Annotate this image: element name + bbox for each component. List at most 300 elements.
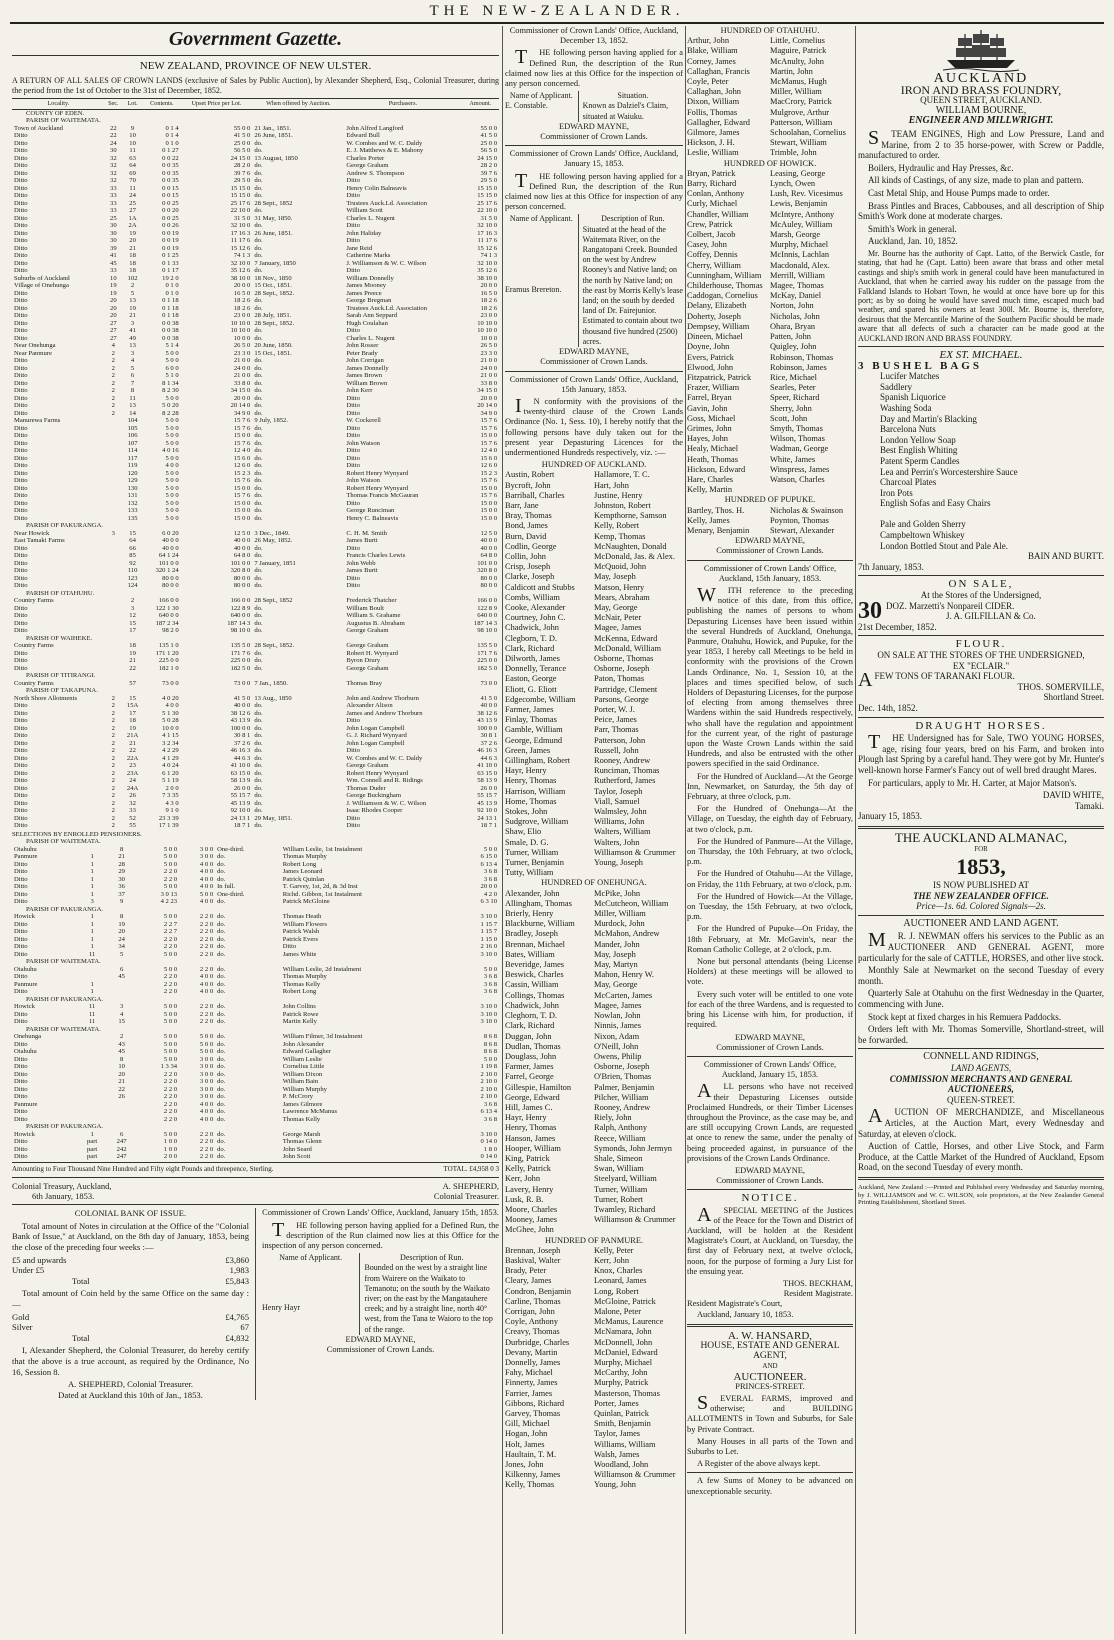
- foundry-body: Cast Metal Ship, and House Pumps made to order.: [868, 187, 1050, 198]
- table-cell: Peter Brady: [346, 349, 378, 357]
- table-cell: 22A: [126, 754, 139, 762]
- table-cell: 38 10 0: [477, 274, 497, 282]
- licence-holder: Lush, Rev. Vicesimus: [770, 189, 843, 199]
- table-cell: 100 0 0: [230, 724, 251, 732]
- table-cell: 2: [111, 754, 115, 762]
- table-cell: 64 8 0: [480, 552, 497, 560]
- table-row: [12, 846, 499, 854]
- table-cell: 2: [111, 394, 115, 402]
- table-row: [12, 988, 499, 996]
- applicant-name: E. Constable.: [505, 101, 548, 111]
- table-cell: 3 6 8: [483, 875, 497, 883]
- signature-title: Commissioner of Crown Lands.: [716, 1176, 824, 1186]
- licence-holder: Riely, John: [594, 1113, 632, 1123]
- licence-holder: Knox, Charles: [594, 1266, 643, 1276]
- table-row: [12, 350, 499, 358]
- table-cell: James Mooney: [346, 282, 387, 290]
- table-cell: James Donnelly: [346, 364, 389, 372]
- ship-icon: [941, 28, 1021, 72]
- table-cell: 32: [110, 162, 117, 170]
- table-cell: George Marsh: [282, 1130, 321, 1138]
- advert-date: 21st December, 1852.: [858, 621, 937, 632]
- table-row: [12, 973, 499, 981]
- licence-holder: McInnis, Lachlan: [770, 250, 830, 260]
- licence-holder: McCutcheon, William: [594, 898, 669, 908]
- table-cell: Ditto: [14, 447, 28, 455]
- table-cell: 5 0 0: [165, 469, 179, 477]
- table-cell: John Alexander: [282, 1040, 324, 1048]
- table-cell: [107, 988, 136, 996]
- table-cell: 73 0 0: [162, 679, 179, 687]
- table-row: [12, 1041, 499, 1049]
- table-cell: Thomas Murphy: [282, 853, 327, 861]
- licence-holder: Farrier, James: [505, 1388, 553, 1398]
- table-cell: do.: [254, 222, 263, 230]
- table-cell: 2: [111, 357, 115, 365]
- table-cell: 13: [129, 297, 136, 305]
- table-cell: 15 0 0: [480, 432, 497, 440]
- licence-holder: Justine, Henry: [594, 490, 643, 500]
- table-cell: Ditto: [14, 890, 28, 898]
- table-cell: 8 1 34: [162, 379, 179, 387]
- table-row: [12, 1063, 499, 1071]
- table-row: [12, 425, 499, 433]
- table-cell: Thomas Kelly: [282, 980, 321, 988]
- table-cell: 3: [130, 349, 135, 357]
- column-head: Name of Applicant.: [279, 1253, 343, 1263]
- table-row: [12, 417, 499, 425]
- table-cell: 12 4 0: [233, 447, 251, 455]
- licence-holder: Farmer, James: [505, 1062, 554, 1072]
- table-cell: 28 Sept., 1852: [254, 597, 293, 605]
- licence-holder: Twamley, Richard: [594, 1204, 656, 1214]
- table-cell: [77, 1101, 107, 1109]
- table-cell: 0 0 38: [162, 327, 179, 335]
- table-cell: Ditto: [14, 177, 28, 185]
- table-cell: Ditto: [14, 462, 28, 470]
- table-row: [12, 432, 499, 440]
- goods-item: London Yellow Soap: [880, 434, 956, 445]
- table-cell: do.: [254, 544, 263, 552]
- table-cell: 0 0 26: [162, 222, 179, 230]
- signature: EDWARD MAYNE,: [735, 536, 805, 546]
- table-cell: do.: [254, 664, 263, 672]
- table-row: [12, 1011, 499, 1019]
- table-cell: 21: [129, 244, 136, 252]
- table-cell: 18 2 6: [233, 304, 251, 312]
- licence-holder: Rutherford, James: [594, 776, 656, 786]
- table-cell: [105, 492, 122, 500]
- notices-column: [505, 26, 683, 1491]
- table-cell: 16 5 0: [480, 289, 497, 297]
- licence-list: [505, 1246, 683, 1491]
- table-cell: 5: [130, 289, 135, 297]
- table-cell: 41 5 0: [480, 132, 497, 140]
- table-cell: 2 2 0: [163, 875, 178, 883]
- table-cell: 64 8 0: [233, 552, 251, 560]
- table-cell: do.: [254, 784, 263, 792]
- table-cell: Ditto: [282, 943, 297, 951]
- parish-heading: PARISH OF WAITEMATA.: [26, 117, 101, 125]
- table-cell: 104: [127, 417, 138, 425]
- table-cell: Robert Long: [282, 860, 317, 868]
- table-cell: 2 2 0: [163, 1078, 178, 1086]
- hundred-heading: HUNDRED OF PANMURE.: [544, 1235, 644, 1245]
- flour-subtitle: ON SALE AT THE STORES OF THE UNDERSIGNED,: [877, 650, 1085, 660]
- table-cell: 2 2 0: [199, 965, 214, 973]
- table-cell: do.: [217, 1070, 226, 1078]
- table-cell: 11: [88, 1010, 96, 1018]
- table-cell: 41: [129, 327, 136, 335]
- licence-holder: Finlay, Thomas: [505, 715, 557, 725]
- michael-title: EX ST. MICHAEL.: [939, 348, 1023, 361]
- table-cell: 5 0 0: [199, 1040, 214, 1048]
- table-row: [12, 207, 499, 215]
- table-cell: do.: [217, 1153, 226, 1161]
- table-cell: Ditto: [14, 702, 28, 710]
- table-cell: 17 1 39: [158, 822, 179, 830]
- table-row: [12, 395, 499, 403]
- licence-holder: Speer, Richard: [770, 393, 820, 403]
- table-cell: Country Farms: [14, 679, 54, 687]
- table-cell: 15 0 0: [233, 514, 251, 522]
- table-cell: 5 0 0: [163, 853, 178, 861]
- table-cell: 21 0 0: [480, 372, 497, 380]
- column-head: Description of Run.: [578, 214, 683, 224]
- table-cell: [105, 500, 122, 508]
- table-cell: 4 0 0: [199, 875, 214, 883]
- meeting-item: For the Hundred of Auckland—At the George Inn, Newmarket, on Saturday, the 5th day of February, at three o'clock, p.m.: [687, 771, 853, 802]
- licence-holder: Trimble, John: [770, 148, 817, 158]
- licence-holder: Beswick, Charles: [505, 970, 564, 980]
- table-cell: 20: [110, 304, 117, 312]
- licence-holder: Williams, John: [594, 817, 645, 827]
- licence-holder: Farrel, George: [505, 1072, 554, 1082]
- connell-title: CONNELL AND RIDINGS,: [923, 1051, 1039, 1063]
- hansard-body: A few Sums of Money to be advanced on unexceptionable security.: [687, 1476, 853, 1496]
- table-cell: Sarah Ann Seppard: [346, 312, 398, 320]
- table-cell: 23A: [126, 769, 139, 777]
- table-cell: 131: [127, 492, 138, 500]
- table-cell: 15 Oct., 1851.: [254, 349, 292, 357]
- licence-holder: Brady, Peter: [505, 1266, 547, 1276]
- licence-holder: Doyne, John: [687, 342, 730, 352]
- licence-holder: Cherry, William: [687, 260, 741, 270]
- horses-body: THE Undersigned has for Sale, TWO YOUNG HORSES, age, rising four years, bred on his Farm, and broken into Plough last Spring by a careful hand. They were got by Mr. Hunter's well-known horse Farmer's Fancy out of well bred draught Mares.: [858, 731, 1104, 775]
- table-cell: 4 0 0: [165, 462, 179, 470]
- total-label: TOTAL.: [443, 1164, 468, 1173]
- licence-holder: Hayes, John: [687, 434, 728, 444]
- table-row: [12, 297, 499, 305]
- table-row: [12, 440, 499, 448]
- table-cell: 3 6 8: [483, 868, 497, 876]
- table-row: [12, 252, 499, 260]
- table-cell: Ditto: [14, 132, 28, 140]
- table-cell: 2: [111, 777, 115, 785]
- table-cell: 5 0 0: [165, 349, 179, 357]
- notice-body: THE following person having applied for a Defined Run, the description of the Run claimed now lies at this Office for inspection of any person concerned.: [505, 169, 683, 212]
- licence-holder: May, George: [594, 980, 638, 990]
- licence-holder: Finnerty, James: [505, 1378, 558, 1388]
- goods-item: London Bottled Stout and Pale Ale.: [880, 540, 1008, 551]
- table-cell: 5 1 4: [165, 342, 179, 350]
- licence-holder: Corney, James: [687, 56, 736, 66]
- table-cell: Ditto: [14, 439, 28, 447]
- table-cell: 18: [129, 267, 136, 275]
- table-cell: 20: [129, 237, 136, 245]
- bank-date: Dated at Auckland this 10th of Jan., 1853.: [58, 1389, 203, 1400]
- table-cell: Ditto: [14, 252, 28, 260]
- licence-holder: Easton, George: [505, 674, 557, 684]
- table-cell: Ditto: [14, 612, 28, 620]
- licence-holder: Gibbons, Richard: [505, 1398, 565, 1408]
- table-cell: [105, 537, 122, 545]
- table-cell: Ditto: [14, 477, 28, 485]
- table-cell: Ditto: [14, 868, 28, 876]
- table-cell: 15 6 0: [233, 454, 251, 462]
- table-cell: 21: [118, 1078, 125, 1086]
- table-cell: 56 5 0: [480, 147, 497, 155]
- table-cell: 28 Sept., 1852: [254, 199, 293, 207]
- table-cell: 3 0 0: [199, 1085, 214, 1093]
- table-row: [12, 402, 499, 410]
- table-cell: do.: [254, 184, 263, 192]
- sale-body: DOZ. Marzetti's Nonpareil CIDER.: [886, 600, 1015, 611]
- licence-holder: Allingham, Thomas: [505, 898, 572, 908]
- licence-holder: Williamson & Crummer: [594, 847, 676, 857]
- table-cell: 110: [127, 567, 138, 575]
- table-row: [12, 620, 499, 628]
- table-cell: 34 9 0: [233, 409, 251, 417]
- goods-item: Charcoal Plates: [880, 477, 937, 488]
- table-cell: 4 0 0: [199, 883, 214, 891]
- licence-holder: Coyle, Peter: [687, 77, 729, 87]
- table-row: [12, 943, 499, 951]
- advertisements-column: [858, 26, 1104, 1207]
- table-cell: 5 0 0: [163, 1018, 178, 1026]
- table-cell: Robert Henry Wynyard: [346, 484, 409, 492]
- licence-holder: McKay, Daniel: [770, 291, 822, 301]
- table-cell: 8: [119, 1055, 124, 1063]
- licence-holder: Stewart, Alexander: [770, 525, 835, 535]
- table-cell: 8 6 8: [483, 1033, 497, 1041]
- table-cell: do.: [217, 988, 226, 996]
- goods-item: Lucifer Matches: [880, 371, 940, 382]
- table-cell: 122 8 9: [477, 604, 497, 612]
- table-cell: 55 15 7: [477, 792, 497, 800]
- licences-column: [687, 26, 853, 1499]
- table-cell: 0 1 18: [162, 297, 179, 305]
- table-cell: 26 June, 1851.: [254, 229, 293, 237]
- licence-holder: Rice, Michael: [770, 372, 817, 382]
- table-cell: 15 15 0: [477, 184, 497, 192]
- table-row: [12, 1003, 499, 1011]
- table-cell: Ditto: [14, 1018, 28, 1026]
- table-cell: 34: [118, 943, 125, 951]
- table-cell: Patrick Quinlan: [282, 875, 325, 883]
- table-cell: 24: [129, 777, 136, 785]
- table-cell: 20 0 0: [480, 394, 497, 402]
- licence-holder: Runciman, Thomas: [594, 766, 660, 776]
- table-cell: 98 2 0: [162, 627, 179, 635]
- table-cell: do.: [254, 364, 263, 372]
- licence-holder: Crisp, Joseph: [505, 562, 551, 572]
- run-notice-hayr: [256, 1208, 499, 1400]
- licence-holder: Chadwick, John: [505, 623, 559, 633]
- table-header: Sec.: [105, 99, 122, 110]
- table-cell: 45: [110, 259, 117, 267]
- table-row: [12, 305, 499, 313]
- table-cell: 73 0 0: [233, 679, 251, 687]
- table-cell: John Collins: [282, 1003, 316, 1011]
- table-cell: 22: [110, 124, 117, 132]
- table-cell: 2: [111, 784, 115, 792]
- table-cell: 80 0 0: [162, 574, 179, 582]
- table-row: [12, 312, 499, 320]
- table-cell: do.: [217, 1055, 226, 1063]
- table-cell: 8: [119, 845, 124, 853]
- table-cell: 135 1 0: [158, 642, 179, 650]
- table-cell: Ditto: [14, 1040, 28, 1048]
- licence-holder: Gallagher, Edward: [687, 117, 750, 127]
- table-cell: Ditto: [14, 372, 28, 380]
- table-cell: 20 14 0: [477, 402, 497, 410]
- table-cell: 4 0 0: [199, 988, 214, 996]
- advert-date: January 15, 1853.: [858, 811, 922, 822]
- table-cell: James Preece: [346, 289, 382, 297]
- table-cell: 2: [111, 739, 115, 747]
- table-cell: 24: [129, 192, 136, 200]
- bank-value: £4,832: [225, 1332, 249, 1343]
- table-cell: Charles L. Nugent: [346, 214, 395, 222]
- licence-holder: Smale, D. G.: [505, 837, 549, 847]
- table-cell: 25: [110, 214, 117, 222]
- table-cell: 0 0 35: [162, 177, 179, 185]
- goods-item: Best English Whiting: [880, 445, 958, 456]
- hansard-body: SEVERAL FARMS, improved and otherwise; and BUILDING ALLOTMENTS in Town and Suburbs, for Sale by Private Contract.: [687, 1392, 853, 1434]
- licence-holder: White, James: [770, 454, 816, 464]
- table-row: [12, 275, 499, 283]
- table-cell: 10 10 0: [477, 327, 497, 335]
- table-row: [12, 380, 499, 388]
- licence-holder: Tutty, William: [505, 868, 554, 878]
- licence-holder: Smith, Benjamin: [594, 1419, 651, 1429]
- table-cell: 2: [119, 1033, 124, 1041]
- table-row: [12, 1056, 499, 1064]
- table-cell: 1 15 0: [480, 935, 497, 943]
- table-cell: [105, 545, 122, 553]
- table-cell: 4 0 0: [199, 1108, 214, 1116]
- table-cell: 1 15 7: [480, 928, 497, 936]
- table-cell: 2 2 0: [163, 935, 178, 943]
- signature: EDWARD MAYNE,: [735, 1032, 805, 1042]
- table-cell: 5 0 0: [483, 845, 497, 853]
- table-cell: 29 May, 1851.: [254, 814, 293, 822]
- table-cell: 2: [111, 694, 115, 702]
- foundry-body: STEAM ENGINES, High and Low Pressure, Land and Marine, from 2 to 35 horse-power, with Screw or Paddle, manufactured to order.: [858, 126, 1104, 161]
- table-cell: 3 0 0: [199, 845, 214, 853]
- total-line: [12, 1162, 499, 1174]
- table-row: [12, 109, 499, 117]
- licence-holder: Ohara, Bryan: [770, 321, 816, 331]
- licence-holder: Gamble, William: [505, 725, 563, 735]
- table-cell: 80 0 0: [233, 582, 251, 590]
- table-cell: 23 3 39: [158, 814, 179, 822]
- notice-heading: Commissioner of Crown Lands' Office, Auckland, December 13, 1852.: [509, 26, 679, 46]
- table-cell: 32: [129, 799, 136, 807]
- licence-holder: Casey, John: [687, 240, 727, 250]
- table-cell: In full.: [217, 883, 236, 891]
- licence-holder: Goss, Michael: [687, 413, 736, 423]
- table-cell: Richd. Gibbon, 1st Instalment: [282, 890, 362, 898]
- table-cell: 70: [129, 177, 136, 185]
- table-cell: 4 2 29: [162, 747, 179, 755]
- table-cell: Ditto: [346, 409, 360, 417]
- table-cell: Trustees Auck.Ld. Association: [346, 199, 428, 207]
- table-cell: Ditto: [14, 334, 28, 342]
- licence-holder: Owens, Philip: [594, 1051, 642, 1061]
- table-cell: do.: [254, 762, 263, 770]
- table-row: [12, 1018, 499, 1026]
- table-cell: Ditto: [14, 883, 28, 891]
- table-cell: 1: [90, 890, 94, 898]
- table-cell: 41 10 0: [230, 762, 251, 770]
- table-row: [12, 500, 499, 508]
- licence-holder: Donnelly, Terance: [505, 664, 567, 674]
- table-cell: 1: [90, 860, 94, 868]
- licence-holder: McPike, John: [594, 888, 641, 898]
- table-cell: do.: [254, 162, 263, 170]
- licence-holder: Nowlan, John: [594, 1011, 641, 1021]
- table-row: [12, 822, 499, 830]
- licence-holder: Mears, Abraham: [594, 592, 650, 602]
- table-cell: do.: [254, 447, 263, 455]
- table-cell: 26 0 0: [233, 784, 251, 792]
- table-header: Upset Price per Lot.: [181, 99, 253, 110]
- notice-body: Every such voter will be entitled to one vote for each of the three Wardens, and is requested to bring his License with him, for production, if required.: [687, 989, 853, 1030]
- table-cell: 2 2 7: [163, 920, 178, 928]
- table-cell: 27: [110, 334, 117, 342]
- licence-holder: Doherty, Joseph: [687, 311, 741, 321]
- table-cell: 2: [111, 402, 115, 410]
- table-cell: do.: [217, 1018, 226, 1026]
- table-cell: Ditto: [14, 364, 28, 372]
- table-cell: 0 1 18: [162, 312, 179, 320]
- table-cell: 11: [129, 184, 136, 192]
- table-cell: John Logan Campbell: [346, 739, 405, 747]
- licence-holder: Dempsey, William: [687, 321, 750, 331]
- table-cell: 8 6 8: [483, 1040, 497, 1048]
- parish-heading: PARISH OF TITIRANGI.: [26, 672, 96, 680]
- table-cell: [105, 680, 122, 688]
- table-cell: 38 12 6: [230, 709, 251, 717]
- table-cell: 5 0 0: [165, 424, 179, 432]
- parish-heading: PARISH OF PAKURANGA.: [26, 522, 104, 530]
- table-cell: 6 0 0: [165, 364, 179, 372]
- licence-holder: Gavin, John: [687, 403, 728, 413]
- table-cell: 15A: [126, 702, 139, 710]
- table-cell: 32 10 0: [230, 259, 251, 267]
- meeting-list: [687, 772, 853, 955]
- table-cell: Ditto: [346, 747, 360, 755]
- table-cell: Suburbs of Auckland: [14, 274, 70, 282]
- table-row: [12, 245, 499, 253]
- table-cell: 19: [129, 304, 136, 312]
- table-cell: [105, 470, 122, 478]
- table-cell: 1: [90, 853, 94, 861]
- table-cell: 1A: [128, 214, 137, 222]
- table-cell: 130: [127, 484, 138, 492]
